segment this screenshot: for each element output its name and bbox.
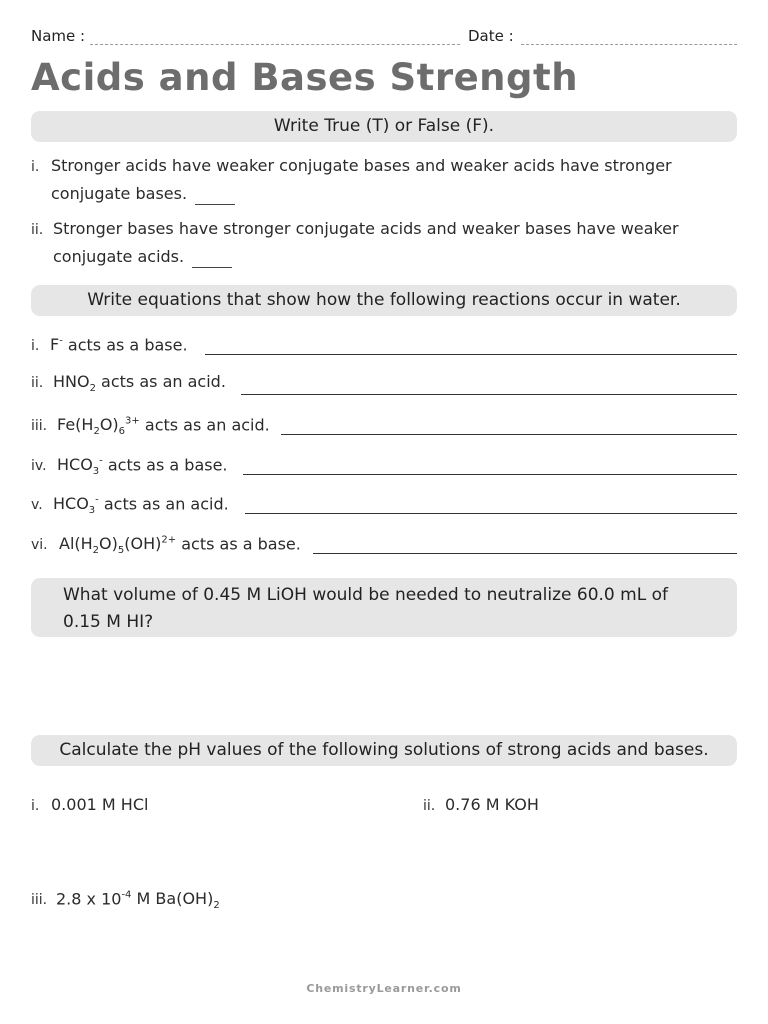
item-number: i.	[31, 798, 40, 814]
item-text: 0.001 M HCl	[51, 795, 149, 814]
item-number: ii.	[31, 375, 44, 391]
ph-item-3	[31, 886, 220, 917]
section3-question	[31, 578, 737, 637]
question-line-2: 0.15 M HI?	[63, 612, 154, 632]
answer-line[interactable]	[281, 434, 737, 435]
item-number: iv.	[31, 458, 47, 475]
item-text: Stronger bases have stronger conjugate acids and weaker bases have weaker	[53, 219, 679, 238]
tf-item-2-cont	[53, 247, 232, 268]
item-text: acts as an acid.	[139, 415, 270, 435]
tf-item-2	[31, 219, 679, 240]
eq-item-5	[31, 491, 229, 522]
item-text: 0.76 M KOH	[445, 795, 539, 814]
item-number: i.	[31, 338, 40, 355]
formula: F-	[50, 335, 63, 355]
date-field[interactable]	[521, 44, 737, 45]
section1-instruction: Write True (T) or False (F).	[31, 111, 737, 142]
item-number: iii.	[31, 892, 48, 909]
ph-item-1	[31, 795, 148, 816]
name-label: Name :	[31, 27, 86, 45]
item-text: conjugate acids.	[53, 247, 185, 266]
formula: $Al(H_2O)_5(OH)^{2+}$	[59, 534, 177, 557]
answer-line[interactable]	[241, 394, 737, 395]
tf-item-1-cont	[51, 184, 235, 205]
date-label: Date :	[468, 27, 514, 45]
answer-line[interactable]	[313, 553, 737, 554]
answer-line[interactable]	[243, 474, 737, 475]
formula: $HNO_2$	[53, 372, 96, 395]
eq-item-2	[31, 372, 226, 399]
eq-item-3	[31, 412, 270, 443]
formula: $HCO_3^-$	[53, 494, 99, 517]
item-text: acts as an acid.	[98, 494, 229, 514]
eq-item-6	[31, 531, 301, 562]
answer-line[interactable]	[205, 354, 737, 355]
item-text: acts as a base.	[176, 534, 301, 554]
item-number: vi.	[31, 537, 48, 554]
item-number: i.	[31, 159, 40, 175]
formula-suffix: $^{-4}$ M $Ba(OH)_2$	[121, 889, 220, 912]
tf-item-1	[31, 156, 672, 177]
item-text: Stronger acids have weaker conjugate bases and weaker acids have stronger	[51, 156, 672, 175]
answer-blank[interactable]	[192, 247, 232, 268]
item-text: conjugate bases.	[51, 184, 188, 203]
section4-instruction: Calculate the pH values of the following solutions of strong acids and bases.	[31, 735, 737, 766]
page-title: Acids and Bases Strength	[31, 56, 579, 99]
answer-line[interactable]	[245, 513, 737, 514]
item-number: iii.	[31, 418, 48, 435]
footer-credit: ChemistryLearner.com	[306, 982, 462, 995]
eq-item-4	[31, 452, 228, 483]
item-number: ii.	[31, 222, 44, 238]
item-text: acts as a base.	[102, 455, 228, 475]
ph-item-2	[423, 795, 539, 816]
item-text: acts as a base.	[62, 335, 188, 355]
item-number: v.	[31, 497, 43, 514]
eq-item-1	[31, 332, 188, 356]
formula: $Fe(H_2O)_6^{3+}$	[57, 415, 140, 438]
question-line-1: What volume of 0.45 M LiOH would be needed to neutralize 60.0 mL of	[63, 585, 668, 605]
item-text: 2.8 x 10	[56, 889, 122, 909]
section2-instruction: Write equations that show how the following reactions occur in water.	[31, 285, 737, 316]
name-field[interactable]	[90, 44, 460, 45]
formula: $HCO_3^-$	[57, 455, 103, 478]
item-number: ii.	[423, 798, 436, 814]
item-text: acts as an acid.	[95, 372, 226, 391]
answer-blank[interactable]	[195, 184, 235, 205]
